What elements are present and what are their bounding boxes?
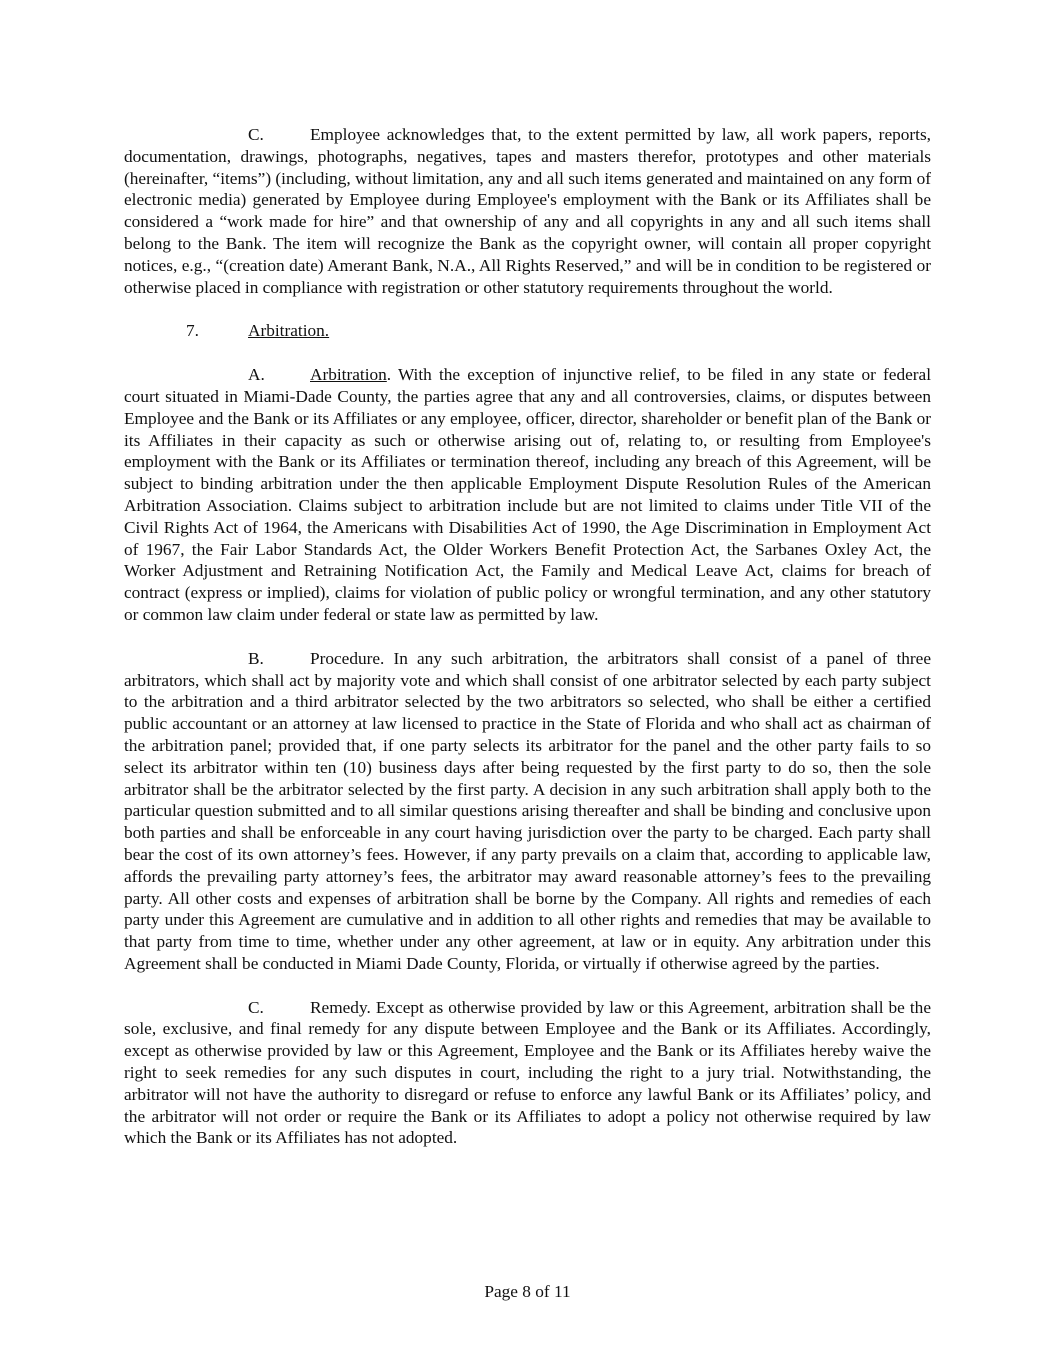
paragraph-b-procedure xyxy=(124,648,931,975)
section-heading-arbitration xyxy=(186,320,931,342)
section-title: Arbitration. xyxy=(248,321,330,341)
document-page xyxy=(124,124,931,1149)
paragraph-text: . With the exception of injunctive relief, to be filed in any state or federal court situated in Miami-Dade County, the parties agree that any and all controversies, claims, or disputes between Employee and the Bank or its Affiliates or any employee, officer, director, shareholder or benefit plan of the Bank or its Affiliates in their capacity as such or otherwise arising out of, relating to, or resulting from Employee's employment with the Bank or its Affiliates or termination thereof, including any breach of this Agreement, will be subject to binding arbitration under the then applicable Employment Dispute Resolution Rules of the American Arbitration Association. Claims subject to arbitration include but are not limited to claims under Title VII of the Civil Rights Act of 1964, the Americans with Disabilities Act of 1990, the Age Discrimination in Employment Act of 1967, the Fair Labor Standards Act, the Older Workers Benefit Protection Act, the Sarbanes Oxley Act, the Worker Adjustment and Retraining Notification Act, the Family and Medical Leave Act, claims for breach of contract (express or implied), claims for violation of public policy or wrongful termination, and any other statutory or common law claim under federal or state law as permitted by law. xyxy=(124,365,931,624)
paragraph-marker: C. xyxy=(248,997,264,1017)
paragraph-c-work-made-for-hire xyxy=(124,124,931,298)
paragraph-marker: A. xyxy=(248,365,265,385)
paragraph-a-arbitration xyxy=(124,364,931,626)
section-number: 7. xyxy=(186,321,199,341)
paragraph-title: Arbitration xyxy=(310,365,387,385)
paragraph-text: Remedy. Except as otherwise provided by law or this Agreement, arbitration shall be the sole, exclusive, and final remedy for any dispute between Employee and the Bank or its Affiliates. Accordingly, except as otherwise provided by law or this Agreement, Employee and the Bank or its Affiliates hereby waive the right to seek remedies for any such disputes in court, including the right to a jury trial. Notwithstanding, the arbitrator will not have the authority to disregard or refuse to enforce any lawful Bank or its Affiliates’ policy, and the arbitrator will not order or require the Bank or its Affiliates to adopt a policy not otherwise required by law which the Bank or its Affiliates has not adopted. xyxy=(124,997,931,1148)
paragraph-c-remedy xyxy=(124,997,931,1150)
paragraph-marker: C. xyxy=(248,125,264,144)
paragraph-marker: B. xyxy=(248,648,264,668)
page-number-footer: Page 8 of 11 xyxy=(484,1282,571,1301)
paragraph-text: Procedure. In any such arbitration, the arbitrators shall consist of a panel of three arbitrators, which shall act by majority vote and which shall consist of one arbitrator selected by each party subject to the arbitration and a third arbitrator selected by the two arbitrators so selected, who shall be either a certified public accountant or an attorney at law licensed to practice in the State of Florida and who shall act as chairman of the arbitration panel; provided that, if one party selects its arbitrator for the panel and the other party fails to so select its arbitrator within ten (10) business days after being requested by the first party to do so, then the sole arbitrator shall be the arbitrator selected by the first party. A decision in any such arbitration shall apply both to the particular question submitted and to all similar questions arising thereafter and shall be binding and conclusive upon both parties and shall be enforceable in any court having jurisdiction over the party to be charged. Each party shall bear the cost of its own attorney’s fees. However, if any party prevails on a claim that, according to applicable law, affords the prevailing party attorney’s fees, the arbitrator may award reasonable attorney’s fees to the prevailing party. All other costs and expenses of arbitration shall be borne by the Company. All rights and remedies of each party under this Agreement are cumulative and in addition to all other rights and remedies that may be available to that party from time to time, whether under any other agreement, at law or in equity. Any arbitration under this Agreement shall be conducted in Miami Dade County, Florida, or virtually if otherwise agreed by the parties. xyxy=(124,648,931,973)
paragraph-text: Employee acknowledges that, to the extent permitted by law, all work papers, reports, documentation, drawings, photographs, negatives, tapes and masters therefor, prototypes and other materials (hereinafter, “items”) (including, without limitation, any and all such items generated and maintained on any form of electronic media) generated by Employee during Employee's employment with the Bank or its Affiliates shall be considered a “work made for hire” and that ownership of any and all copyrights in any and all such items shall belong to the Bank. The item will recognize the Bank as the copyright owner, will contain all proper copyright notices, e.g., “(creation date) Amerant Bank, N.A., All Rights Reserved,” and will be in condition to be registered or otherwise placed in compliance with registration or other statutory requirements throughout the world. xyxy=(124,125,931,297)
